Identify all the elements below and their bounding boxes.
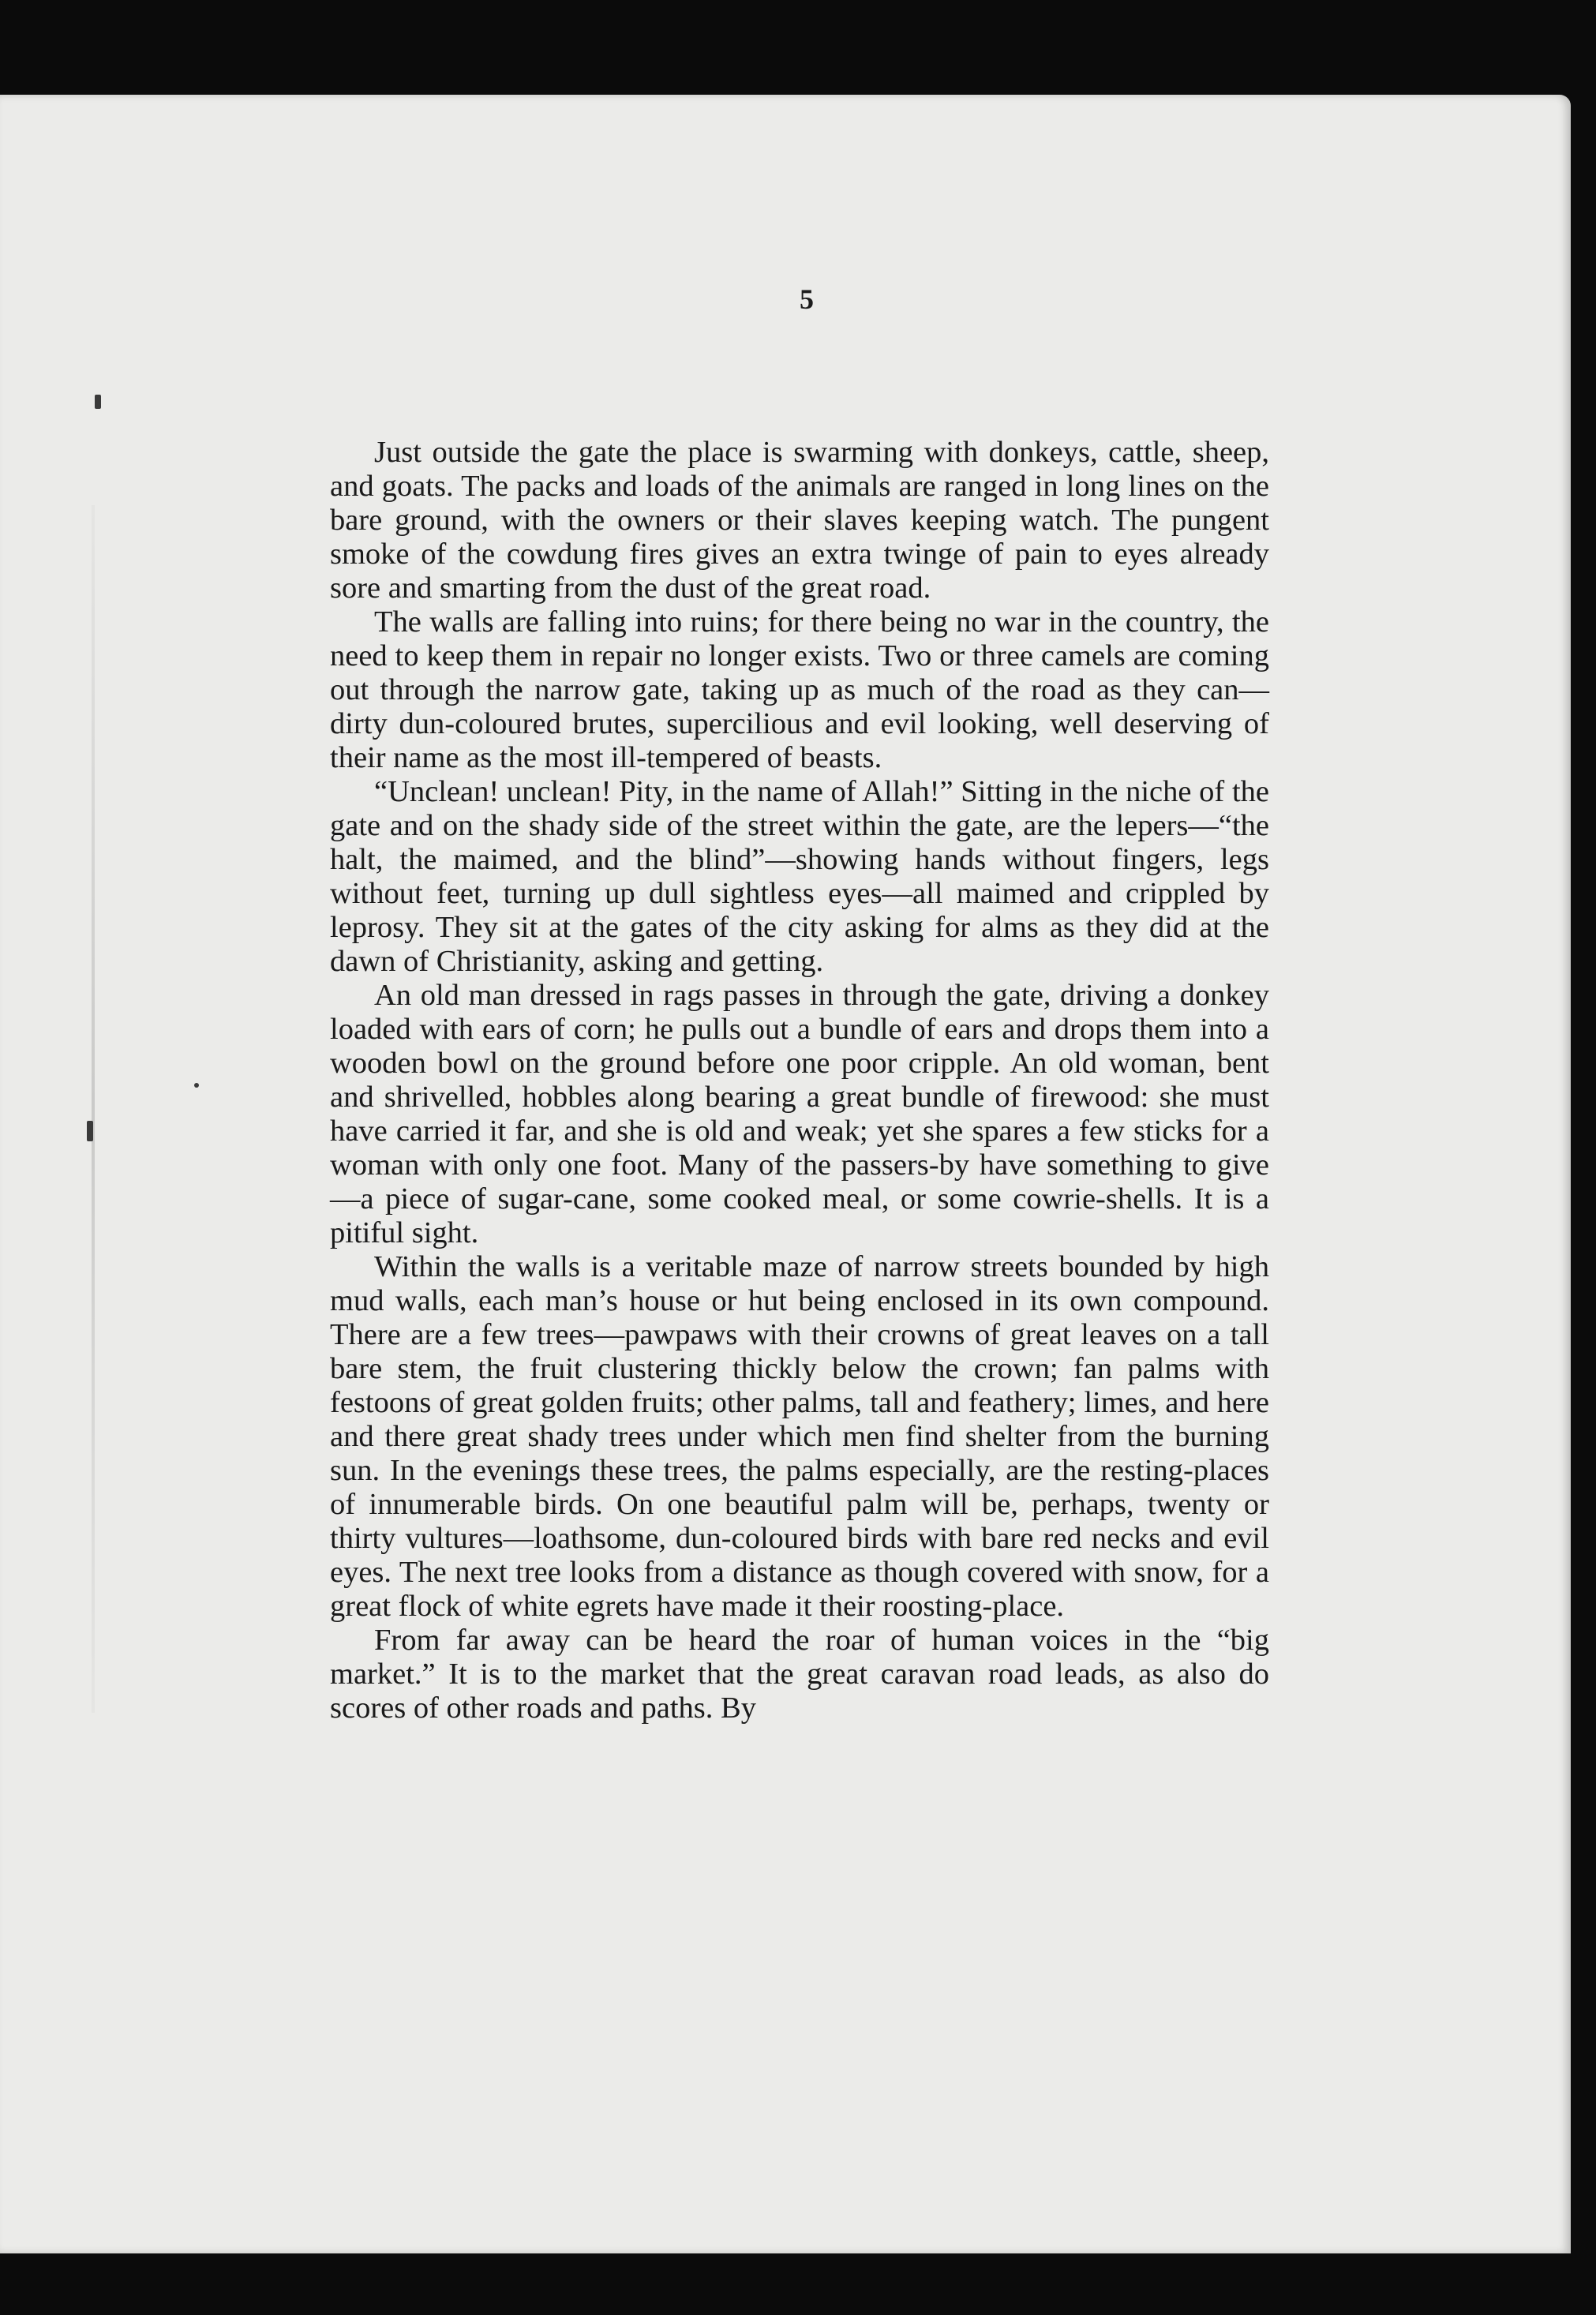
book-page xyxy=(0,95,1571,2253)
page-fold-shadow xyxy=(92,505,95,1713)
paragraph: Within the walls is a veritable maze of narrow streets bounded by high mud walls, each man’s house or hut being enclosed in its own compound. There are a few trees—pawpaws with their crowns of great leaves on a tall bare stem, the fruit clustering thickly below the crown; fan palms with festoons of great golden fruits; other palms, tall and feathery; limes, and here and there great shady trees under which men find shelter from the burning sun. In the evenings these trees, the palms especially, are the resting-places of innumerable birds. On one beautiful palm will be, perhaps, twenty or thirty vultures—loathsome, dun-coloured birds with bare red necks and evil eyes. The next tree looks from a distance as though covered with snow, for a great flock of white egrets have made it their roosting-place. xyxy=(330,1250,1269,1623)
margin-speck xyxy=(194,1083,199,1088)
page-number: 5 xyxy=(800,283,814,315)
paragraph: An old man dressed in rags passes in through the gate, driving a donkey loaded with ears of corn; he pulls out a bundle of ears and drops them into a wooden bowl on the ground before one poor cripple. An old woman, bent and shrivelled, hobbles along bearing a great bundle of firewood: she must have carried it far, and she is old and weak; yet she spares a few sticks for a woman with only one foot. Many of the passers-by have something to give—a piece of sugar-cane, some cooked meal, or some cowrie-shells. It is a pitiful sight. xyxy=(330,979,1269,1249)
paragraph: “Unclean! unclean! Pity, in the name of Allah!” Sitting in the niche of the gate and on the shady side of the street within the gate, are the lepers—“the halt, the maimed, and the blind”—showing hands without fingers, legs without feet, turning up dull sightless eyes—all maimed and crippled by leprosy. They sit at the gates of the city asking for alms as they did at the dawn of Christianity, asking and getting. xyxy=(330,775,1269,978)
margin-speck xyxy=(95,395,101,409)
margin-speck xyxy=(87,1121,93,1141)
paragraph: From far away can be heard the roar of human voices in the “big market.” It is to the market that the great caravan road leads, as also do scores of other roads and paths. By xyxy=(330,1624,1269,1725)
page-body-text xyxy=(330,436,1269,1725)
paragraph: The walls are falling into ruins; for there being no war in the country, the need to keep them in repair no longer exists. Two or three camels are coming out through the narrow gate, taking up as much of the road as they can—dirty dun-coloured brutes, supercilious and evil looking, well deserving of their name as the most ill-tempered of beasts. xyxy=(330,605,1269,774)
paragraph: Just outside the gate the place is swarming with donkeys, cattle, sheep, and goats. The packs and loads of the animals are ranged in long lines on the bare ground, with the owners or their slaves keeping watch. The pungent smoke of the cowdung fires gives an extra twinge of pain to eyes already sore and smarting from the dust of the great road. xyxy=(330,436,1269,605)
